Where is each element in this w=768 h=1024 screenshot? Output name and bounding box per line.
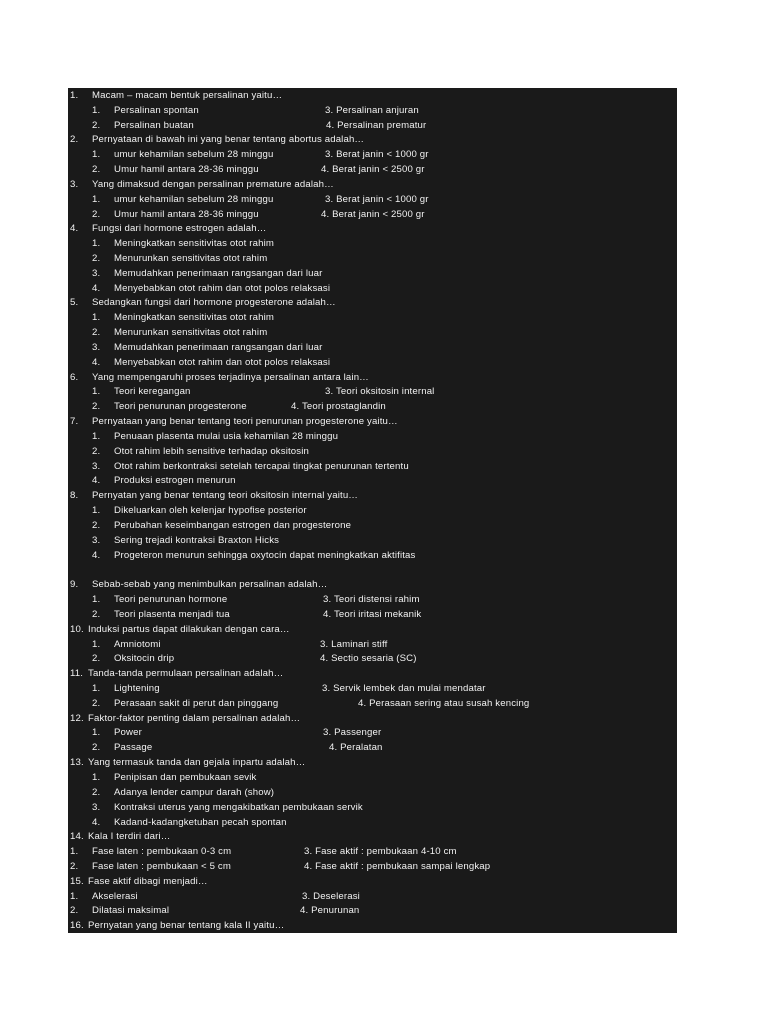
answer-text: Fase laten : pembukaan < 5 cm xyxy=(92,861,232,872)
option-text: Otot rahim lebih sensitive terhadap oksitosin xyxy=(114,446,309,457)
option-number: 1. xyxy=(92,431,101,442)
option-text: Memudahkan penerimaan rangsangan dari luar xyxy=(114,342,323,353)
option-number: 2. xyxy=(92,520,101,531)
option-number: 1. xyxy=(92,312,101,323)
option-number: 1. xyxy=(92,238,101,249)
option-text-right: 3. Teori oksitosin internal xyxy=(325,386,435,397)
question-number: 14. xyxy=(70,831,84,842)
option-text: Meningkatkan sensitivitas otot rahim xyxy=(114,238,275,249)
option-text: Otot rahim berkontraksi setelah tercapai tingkat penurunan tertentu xyxy=(114,461,409,472)
option-text-right: 3. Berat janin < 1000 gr xyxy=(325,149,429,160)
question-number: 10. xyxy=(70,624,84,635)
question-text: Pernyatan yang benar tentang kala II yaitu… xyxy=(88,920,285,931)
question-number: 3. xyxy=(70,179,79,190)
option-text-right: 3. Passenger xyxy=(323,727,382,738)
question-number: 5. xyxy=(70,297,79,308)
option-number: 1. xyxy=(92,105,101,116)
option-number: 4. xyxy=(92,357,101,368)
question-number: 16. xyxy=(70,920,84,931)
option-text: Dikeluarkan oleh kelenjar hypofise posterior xyxy=(114,505,307,516)
option-number: 3. xyxy=(92,461,101,472)
option-text-right: 3. Persalinan anjuran xyxy=(325,105,419,116)
question-text: Yang dimaksud dengan persalinan premature adalah… xyxy=(92,179,334,190)
option-text-right: 3. Servik lembek dan mulai mendatar xyxy=(322,683,486,694)
option-text: Progeteron menurun sehingga oxytocin dapat meningkatkan aktifitas xyxy=(114,550,416,561)
option-text: Kontraksi uterus yang mengakibatkan pembukaan servik xyxy=(114,802,363,813)
option-text: Persalinan buatan xyxy=(114,120,194,131)
option-text: Adanya lender campur darah (show) xyxy=(114,787,275,798)
option-text: Sering trejadi kontraksi Braxton Hicks xyxy=(114,535,280,546)
question-text: Pernyataan yang benar tentang teori penurunan progesterone yaitu… xyxy=(92,416,398,427)
option-number: 1. xyxy=(92,683,101,694)
question-text: Yang termasuk tanda dan gejala inpartu adalah… xyxy=(88,757,306,768)
option-text: Umur hamil antara 28-36 minggu xyxy=(114,164,259,175)
option-number: 4. xyxy=(92,550,101,561)
question-number: 12. xyxy=(70,713,84,724)
option-number: 2. xyxy=(92,253,101,264)
option-number: 1. xyxy=(92,772,101,783)
option-number: 2. xyxy=(92,653,101,664)
option-text: Menyebabkan otot rahim dan otot polos relaksasi xyxy=(114,357,331,368)
option-text-right: 4. Peralatan xyxy=(329,742,383,753)
option-number: 4. xyxy=(92,283,101,294)
option-number: 1. xyxy=(92,505,101,516)
question-number: 6. xyxy=(70,372,79,383)
option-text: Passage xyxy=(114,742,153,753)
option-text: Menurunkan sensitivitas otot rahim xyxy=(114,253,268,264)
option-text: Amniotomi xyxy=(114,639,161,650)
option-text: Penipisan dan pembukaan sevik xyxy=(114,772,257,783)
question-text: Pernyataan di bawah ini yang benar tentang abortus adalah… xyxy=(92,134,365,145)
option-text-right: 4. Teori iritasi mekanik xyxy=(323,609,422,620)
question-number: 11. xyxy=(70,668,84,679)
option-text: Oksitocin drip xyxy=(114,653,175,664)
option-number: 1. xyxy=(92,639,101,650)
question-text: Yang mempengaruhi proses terjadinya persalinan antara lain… xyxy=(92,372,369,383)
answer-text: Akselerasi xyxy=(92,891,138,902)
question-text: Fungsi dari hormone estrogen adalah… xyxy=(92,223,267,234)
question-number: 1. xyxy=(70,90,79,101)
option-text-right: 4. Persalinan prematur xyxy=(326,120,427,131)
option-number: 2. xyxy=(92,698,101,709)
option-text-right: 3. Berat janin < 1000 gr xyxy=(325,194,429,205)
option-text: Teori penurunan progesterone xyxy=(114,401,247,412)
answer-number: 2. xyxy=(70,905,79,916)
option-number: 2. xyxy=(92,164,101,175)
option-number: 3. xyxy=(92,802,101,813)
question-number: 2. xyxy=(70,134,79,145)
option-text: Perubahan keseimbangan estrogen dan progesterone xyxy=(114,520,352,531)
option-number: 2. xyxy=(92,209,101,220)
question-text: Kala I terdiri dari… xyxy=(88,831,171,842)
question-text: Sebab-sebab yang menimbulkan persalinan adalah… xyxy=(92,579,328,590)
question-text: Induksi partus dapat dilakukan dengan cara… xyxy=(88,624,290,635)
option-text: umur kehamilan sebelum 28 minggu xyxy=(114,194,274,205)
question-number: 9. xyxy=(70,579,79,590)
answer-text: Fase laten : pembukaan 0-3 cm xyxy=(92,846,232,857)
option-text: Meningkatkan sensitivitas otot rahim xyxy=(114,312,275,323)
option-number: 4. xyxy=(92,475,101,486)
option-number: 1. xyxy=(92,594,101,605)
question-text: Macam – macam bentuk persalinan yaitu… xyxy=(92,90,283,101)
option-number: 3. xyxy=(92,268,101,279)
answer-text-right: 4. Penurunan xyxy=(300,905,360,916)
answer-text-right: 3. Deselerasi xyxy=(302,891,360,902)
option-text: Menyebabkan otot rahim dan otot polos relaksasi xyxy=(114,283,331,294)
option-text-right: 4. Perasaan sering atau susah kencing xyxy=(358,698,530,709)
question-text: Fase aktif dibagi menjadi… xyxy=(88,876,208,887)
option-text-right: 4. Teori prostaglandin xyxy=(291,401,386,412)
option-text: Menurunkan sensitivitas otot rahim xyxy=(114,327,268,338)
option-number: 2. xyxy=(92,120,101,131)
option-number: 4. xyxy=(92,817,101,828)
document-page xyxy=(68,88,677,933)
option-text-right: 4. Berat janin < 2500 gr xyxy=(321,164,425,175)
option-number: 3. xyxy=(92,535,101,546)
option-text-right: 4. Sectio sesaria (SC) xyxy=(320,653,417,664)
option-number: 2. xyxy=(92,787,101,798)
question-text: Tanda-tanda permulaan persalinan adalah… xyxy=(88,668,284,679)
option-text: Lightening xyxy=(114,683,160,694)
option-number: 2. xyxy=(92,609,101,620)
option-text: Umur hamil antara 28-36 minggu xyxy=(114,209,259,220)
option-text: Teori penurunan hormone xyxy=(114,594,228,605)
option-text: Teori keregangan xyxy=(114,386,191,397)
option-text: Persalinan spontan xyxy=(114,105,199,116)
answer-text: Dilatasi maksimal xyxy=(92,905,170,916)
option-text: Produksi estrogen menurun xyxy=(114,475,236,486)
option-text: Memudahkan penerimaan rangsangan dari luar xyxy=(114,268,323,279)
option-number: 1. xyxy=(92,386,101,397)
answer-text-right: 4. Fase aktif : pembukaan sampai lengkap xyxy=(304,861,491,872)
answer-number: 1. xyxy=(70,891,79,902)
option-number: 3. xyxy=(92,342,101,353)
option-text: Penuaan plasenta mulai usia kehamilan 28 minggu xyxy=(114,431,339,442)
answer-number: 2. xyxy=(70,861,79,872)
option-text-right: 3. Laminari stiff xyxy=(320,639,388,650)
question-number: 8. xyxy=(70,490,79,501)
question-number: 7. xyxy=(70,416,79,427)
question-text: Pernyatan yang benar tentang teori oksitosin internal yaitu… xyxy=(92,490,359,501)
option-number: 1. xyxy=(92,727,101,738)
option-number: 2. xyxy=(92,742,101,753)
question-text: Sedangkan fungsi dari hormone progesterone adalah… xyxy=(92,297,336,308)
option-text: umur kehamilan sebelum 28 minggu xyxy=(114,149,274,160)
option-number: 2. xyxy=(92,446,101,457)
question-number: 4. xyxy=(70,223,79,234)
option-text: Teori plasenta menjadi tua xyxy=(114,609,230,620)
option-number: 2. xyxy=(92,401,101,412)
option-text: Kadand-kadangketuban pecah spontan xyxy=(114,817,287,828)
question-text: Faktor-faktor penting dalam persalinan adalah… xyxy=(88,713,301,724)
option-number: 2. xyxy=(92,327,101,338)
option-text: Perasaan sakit di perut dan pinggang xyxy=(114,698,279,709)
answer-number: 1. xyxy=(70,846,79,857)
option-text-right: 4. Berat janin < 2500 gr xyxy=(321,209,425,220)
answer-text-right: 3. Fase aktif : pembukaan 4-10 cm xyxy=(304,846,457,857)
option-text: Power xyxy=(114,727,142,738)
option-number: 1. xyxy=(92,149,101,160)
question-number: 13. xyxy=(70,757,84,768)
option-text-right: 3. Teori distensi rahim xyxy=(323,594,420,605)
option-number: 1. xyxy=(92,194,101,205)
question-number: 15. xyxy=(70,876,84,887)
